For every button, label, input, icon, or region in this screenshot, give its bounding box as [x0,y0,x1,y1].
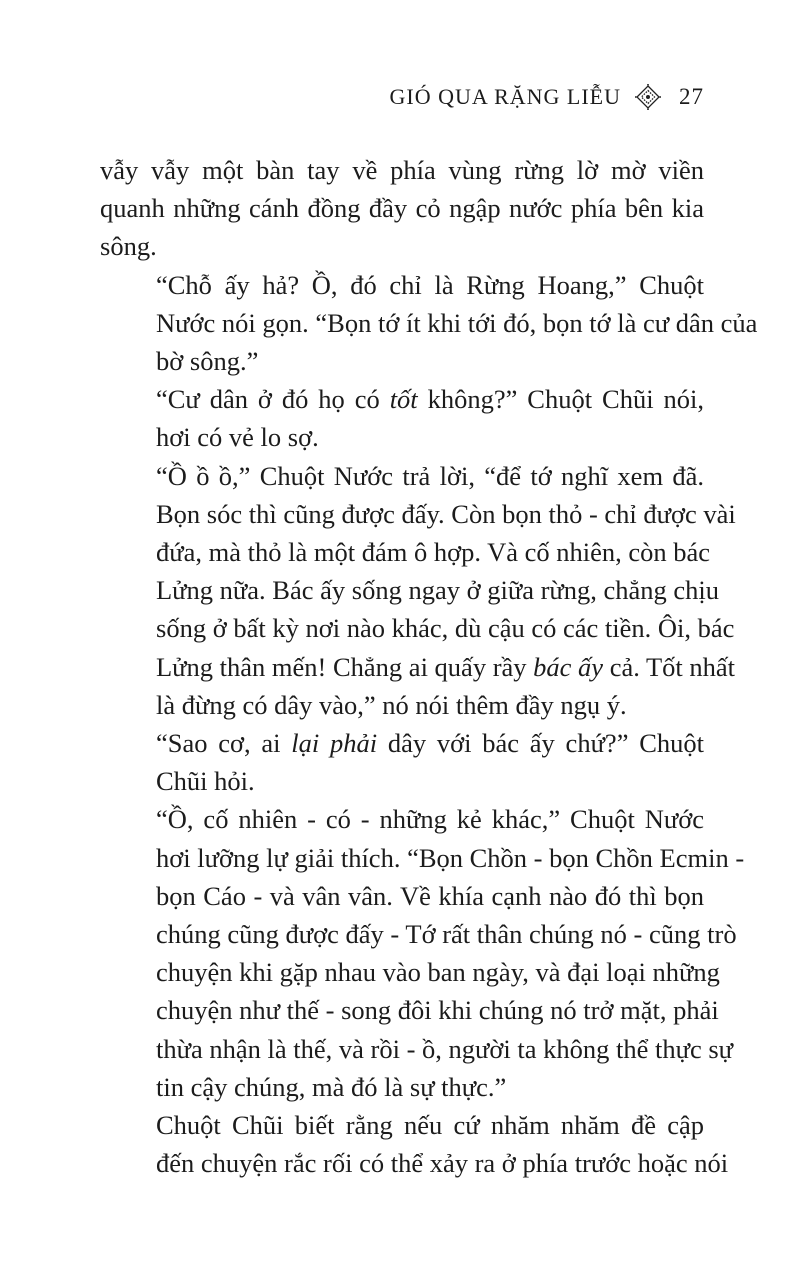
text-line [100,266,704,304]
text-line [100,915,737,953]
text-segment: đứa, mà thỏ là một đám ô hợp. Và cố nhiên, còn bác [156,537,711,568]
text-segment: chuyện như thế - song đôi khi chúng nó trở mặt, phải [156,995,719,1026]
text-segment: Chũi hỏi. [156,766,255,797]
text-line [100,495,736,533]
text-segment: bọn Cáo - và vân vân. Về khía cạnh nào đó thì bọn [156,880,704,911]
text-line [100,151,704,189]
text-segment: là đừng có dây vào,” nó nói thêm đầy ngụ ý. [156,689,627,720]
running-header [390,82,704,112]
text-line [100,418,704,456]
italic-text: tốt [389,384,418,415]
text-segment: dây với bác ấy chứ?” Chuột [377,728,704,759]
text-line [100,609,735,647]
text-segment: bờ sông.” [156,346,259,377]
text-line [100,380,704,418]
text-segment: tin cậy chúng, mà đó là sự thực.” [156,1071,507,1102]
text-segment: Lửng nữa. Bác ấy sống ngay ở giữa rừng, chẳng chịu [156,575,720,606]
text-segment: Lửng thân mến! Chẳng ai quấy rầy [156,651,534,682]
text-line [100,1144,729,1182]
text-line [100,189,704,227]
text-line [100,227,704,265]
text-segment: hơi có vẻ lo sợ. [156,422,319,453]
text-segment: cả. Tốt nhất [603,651,736,682]
running-title: GIÓ QUA RẶNG LIỄU [389,84,621,109]
text-line [100,724,704,762]
text-segment: thừa nhận là thế, và rồi - ồ, người ta không thể thực sự [156,1033,734,1064]
text-segment: Bọn sóc thì cũng được đấy. Còn bọn thỏ - chỉ được vài [156,498,736,529]
text-segment: quanh những cánh đồng đầy cỏ ngập nước phía bên kia [100,193,704,224]
text-segment: “Ồ, cố nhiên - có - những kẻ khác,” Chuột Nước [156,804,704,835]
italic-text: bác ấy [533,651,604,682]
text-line [100,1106,704,1144]
text-line [100,571,720,609]
paragraph [100,380,704,456]
text-segment: “Chỗ ấy hả? Ồ, đó chỉ là Rừng Hoang,” Chuột [156,269,704,300]
text-segment: chúng cũng được đấy - Tớ rất thân chúng nó - cũng trò [156,919,737,950]
text-line [100,457,704,495]
body-text [100,151,758,1182]
text-line [100,800,704,838]
paragraph [100,724,704,800]
text-line [100,304,758,342]
paragraph [100,266,758,381]
paragraph [100,457,736,724]
text-segment: sông. [100,231,157,262]
text-line [100,342,704,380]
text-line [100,686,704,724]
text-segment: “Ồ ồ ồ,” Chuột Nước trả lời, “để tớ nghĩ xem đã. [156,460,704,491]
paragraph [100,151,704,266]
text-line [100,839,745,877]
text-segment: Chuột Chũi biết rằng nếu cứ nhăm nhăm đề cập [156,1110,704,1141]
page-number: 27 [679,84,704,109]
paragraph [100,800,745,1106]
text-segment: “Cư dân ở đó họ có [156,384,390,415]
text-segment: đến chuyện rắc rối có thể xảy ra ở phía trước hoặc nói [156,1148,729,1179]
text-line [100,533,711,571]
text-segment: “Sao cơ, ai [156,728,292,759]
paragraph [100,1106,729,1182]
text-line [100,1068,704,1106]
text-line [100,648,736,686]
text-segment: sống ở bất kỳ nơi nào khác, dù cậu có các tiền. Ôi, bác [156,613,735,644]
text-line [100,762,704,800]
italic-text: lại phải [291,728,378,759]
text-segment: Nước nói gọn. “Bọn tớ ít khi tới đó, bọn tớ là cư dân của [156,307,758,338]
text-segment: vẫy vẫy một bàn tay về phía vùng rừng lờ mờ viền [100,155,704,185]
text-segment: không?” Chuột Chũi nói, [417,384,704,415]
text-line [100,1030,734,1068]
text-line [100,953,720,991]
diamond-ornament-icon [635,84,661,110]
text-segment: chuyện khi gặp nhau vào ban ngày, và đại loại những [156,957,720,988]
text-line [100,877,704,915]
text-segment: hơi lưỡng lự giải thích. “Bọn Chồn - bọn Chồn Ecmin - [156,842,745,873]
text-line [100,991,719,1029]
